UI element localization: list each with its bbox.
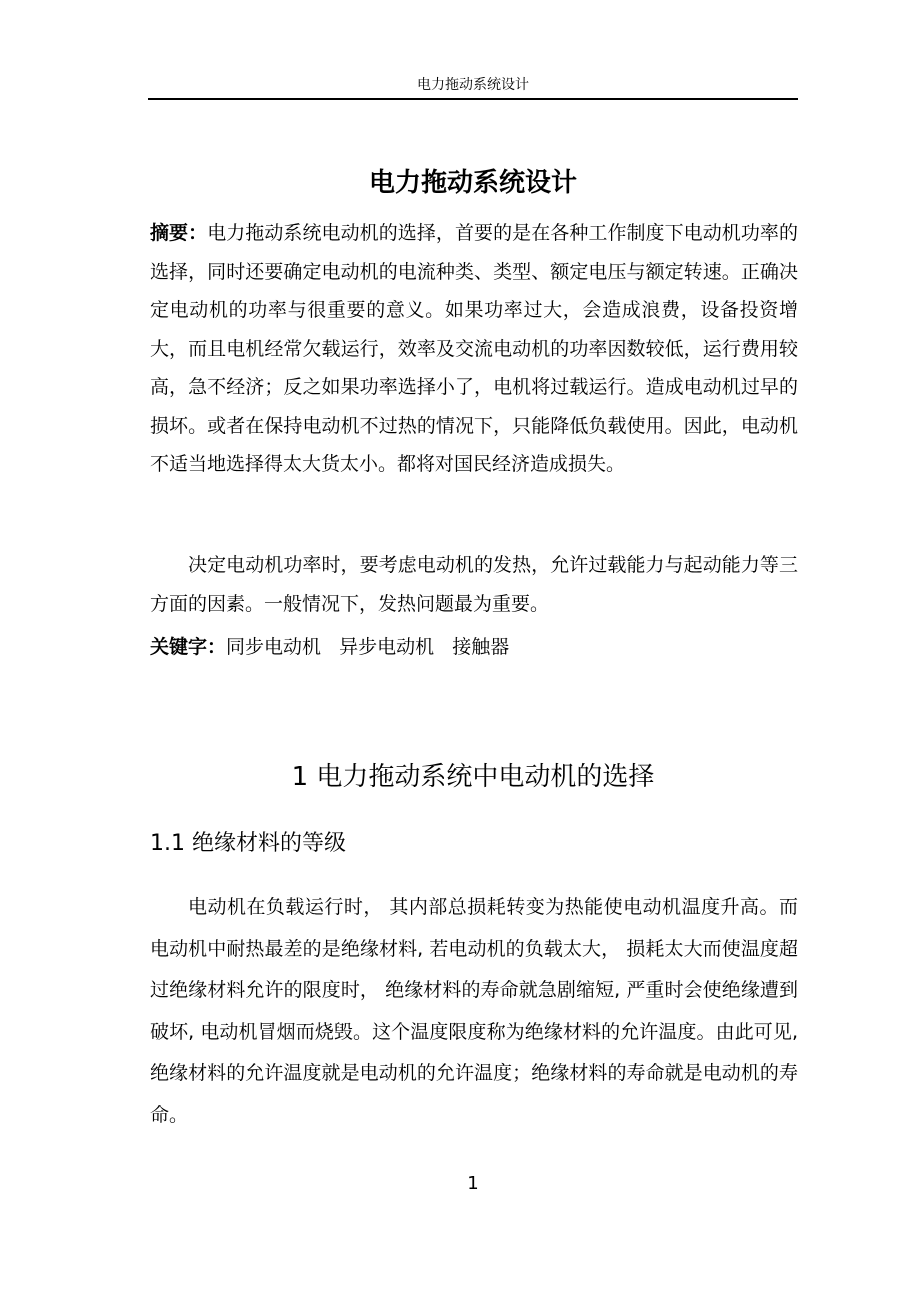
keywords-label: 关键字： [150,636,227,658]
abstract-paragraph [150,214,798,484]
running-header-title: 电力拖动系统设计 [417,77,529,93]
keywords-text: 同步电动机 异步电动机 接触器 [226,636,510,658]
abstract-text: 电力拖动系统电动机的选择，首要的是在各种工作制度下电动机功率的选择，同时还要确定电动机的电流种类、类型、额定电压与额定转速。正确决定电动机的功率与很重要的意义。如果功率过大，会造成浪费，设备投资增大，而且电机经常欠载运行，效率及交流电动机的功率因数较低，运行费用较高，急不经济；反之如果功率选择小了，电机将过载运行。造成电动机过早的损坏。或者在保持电动机不过热的情况下，只能降低负载使用。因此，电动机不适当地选择得太大货太小。都将对国民经济造成损失。 [150,222,798,475]
keywords-line [150,628,798,666]
abstract-label: 摘要： [150,222,208,244]
running-header [148,72,798,100]
page-number: 1 [467,1173,479,1194]
section-body-paragraph: 电动机在负载运行时， 其内部总损耗转变为热能使电动机温度升高。而电动机中耐热最差的是绝缘材料, 若电动机的负载太大， 损耗太大而使温度超过绝缘材料允许的限度时， 绝缘材料的寿命就急剧缩短, 严重时会使绝缘遭到破坏, 电动机冒烟而烧毁。这个温度限度称为绝缘材料的允许温度。由此可见, 绝缘材料的允许温度就是电动机的允许温度；绝缘材料的寿命就是电动机的寿命。 [150,896,798,1126]
abstract-paragraph-2: 决定电动机功率时，要考虑电动机的发热，允许过载能力与起动能力等三方面的因素。一般情况下，发热问题最为重要。 [150,554,798,615]
chapter-heading: 1 电力拖动系统中电动机的选择 [291,762,655,792]
section-heading: 1.1 绝缘材料的等级 [150,831,346,856]
document-title: 电力拖动系统设计 [368,168,577,198]
